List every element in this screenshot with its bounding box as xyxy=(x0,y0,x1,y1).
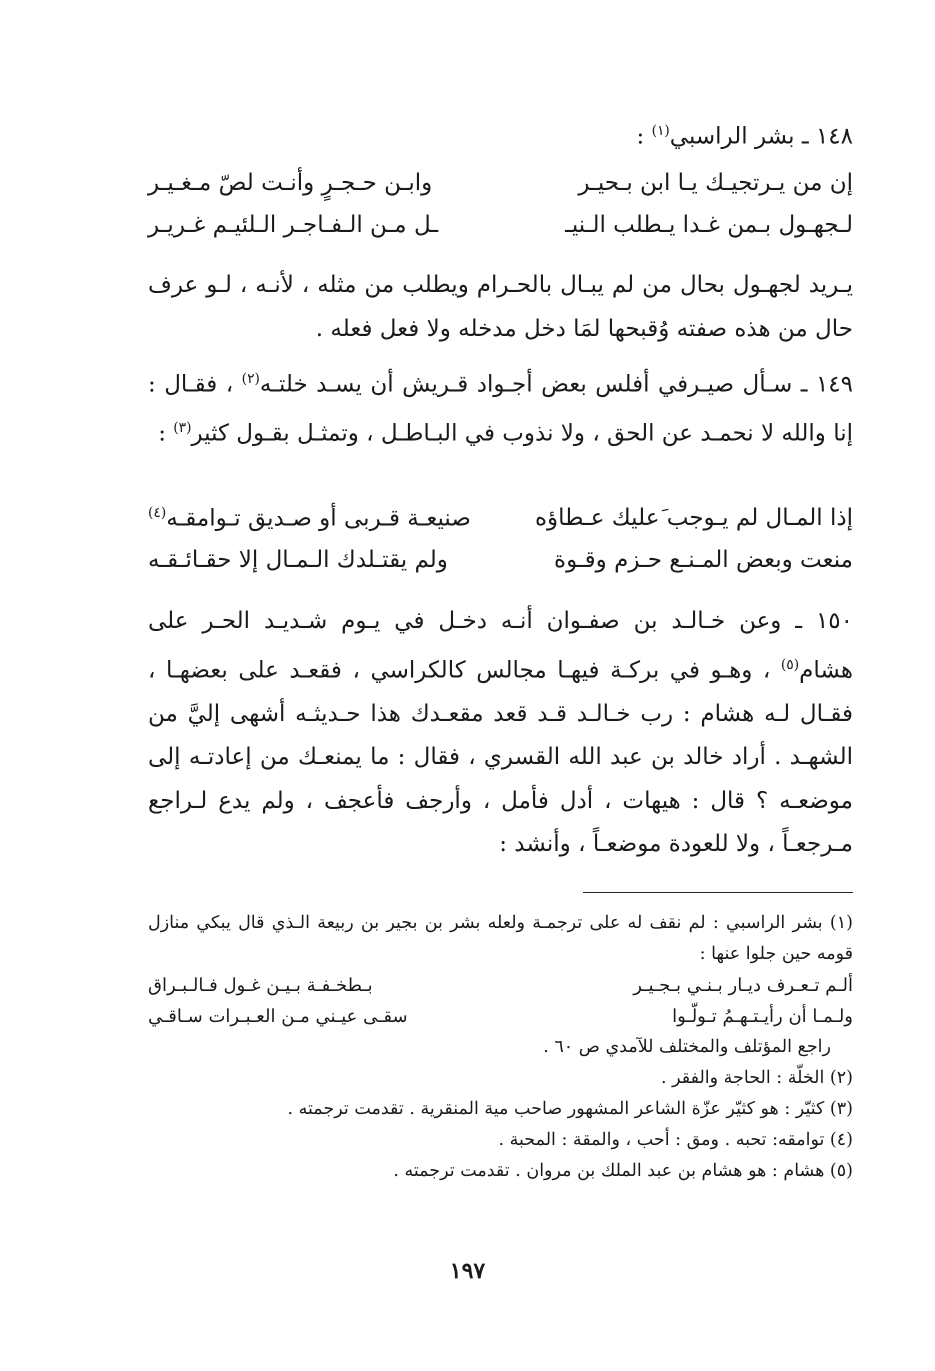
footnote-1-verse-2-first-hemistich: ولـمـا أن رأيـتـهـمُ تـولّـوا xyxy=(672,1006,853,1027)
footnote-ref-2: (٢) xyxy=(241,371,260,387)
footnote-separator xyxy=(583,892,853,893)
footnote-2: (٢) الخلّة : الحاجة والفقر . xyxy=(660,1068,853,1088)
footnote-1-source: راجع المؤتلف والمختلف للآمدي ص ٦٠ . xyxy=(543,1037,831,1057)
footnote-1-verse-1-second-hemistich: بـطخـفـة بـيـن غـول فـالـبـراق xyxy=(148,975,373,996)
entry-148-title: ١٤٨ ـ بشر الراسبي xyxy=(669,123,853,150)
footnote-5: (٥) هشام : هو هشام بن عبد الملك بن مروان . تقدمت ترجمته . xyxy=(393,1161,853,1181)
entry-150-text-b: ، وهـو في بركـة فيهـا مجالس كالكراسي ، فقعـد على بعضهـا ، فقـال لـه هشام : رب خـالـد قـد قعد مقعـدك هذا حـديثـه أشهى إليَّ من الشهـد . أراد خالد بن عبد الله القسري ، فقال : ما يمنعـك من إعادتـه إلى موضعـه ؟ قال : هيهات ، أدل فأمل ، وأرجف فأعجف ، ولم يدع لـراجع مـرجعـاً ، ولا للعودة موضعـاً ، وأنشد : xyxy=(148,657,853,858)
entry-148-colon: : xyxy=(636,123,652,150)
entry-149-paragraph xyxy=(148,358,853,456)
footnote-1-verse-2-second-hemistich: سقـى عيـني مـن العـبـرات سـاقـي xyxy=(148,1006,408,1027)
footnote-ref-1: (١) xyxy=(651,123,670,139)
verse-149-2 xyxy=(148,547,853,587)
footnote-1-verse-1-first-hemistich: ألـم تـعـرف ديـار بـنـي بـجـيـر xyxy=(633,975,853,996)
verse-148-1-second-hemistich: وابـن حـجـرٍ وأنـت لصّ مـغـيـر xyxy=(148,170,433,196)
verse-149-1-second-hemistich xyxy=(148,505,471,532)
verse-149-2-first-hemistich: منعت وبعض المـنـع حـزم وقـوة xyxy=(554,547,853,573)
verse-148-1-first-hemistich: إن من يـرتجيـك يـا ابن بـحيـر xyxy=(578,170,853,196)
page-number: ١٩٧ xyxy=(449,1258,486,1284)
verse-148-2-second-hemistich: ـل مـن الـفـاجـر الـلئيـم غـريـر xyxy=(148,212,439,238)
verse-148-1 xyxy=(148,170,853,210)
footnotes xyxy=(148,908,853,1187)
entry-149-text-a: ١٤٩ ـ سـأل صيـرفي أفلس بعض أجـواد قـريش أن يسـد خلتـه xyxy=(259,371,853,398)
footnote-1-verse-2 xyxy=(148,1001,853,1032)
footnote-3: (٣) كثيّر : هو كثيّر عزّة الشاعر المشهور صاحب مية المنقرية . تقدمت ترجمته . xyxy=(287,1099,853,1119)
verse-149-1-second-hemistich-text: صنيعـة قـربى أو صـديق تـوامقـه xyxy=(166,505,471,532)
verse-149-1-first-hemistich: إذا المـال لم يـوجب َعليك عـطاؤه xyxy=(534,505,853,531)
verse-148-2 xyxy=(148,212,853,252)
footnote-1: (١) بشر الراسبي : لم نقف له على ترجمـة ولعله بشر بن بجير بن ربيعة الـذي قال يبكي منازل قومه حين جلوا عنها : xyxy=(148,913,853,964)
verse-148-2-first-hemistich: لـجهـول بـمن غـدا يـطلب الـنيـ xyxy=(565,212,853,238)
entry-149-text-c: : xyxy=(158,420,174,447)
entry-149-text-b: ، فقـال : إنا والله لا نحمـد عن الحق ، ولا نذوب في البـاطـل ، وتمثـل بقـول كثير xyxy=(148,371,853,447)
verse-149-1 xyxy=(148,505,853,545)
entry-148-heading xyxy=(637,112,853,156)
entry-148-commentary: يـريد لجهـول بحال من لم يبـال بالحـرام ويطلب من مثله ، لأنـه ، لـو عرف حال من هذه صفته وُقبحها لمَا دخل مدخله ولا فعل فعله . xyxy=(148,272,853,342)
entry-150-text-a: ١٥٠ ـ وعن خـالـد بن صفـوان أنـه دخـل في يـوم شـديـد الحـر على هشام xyxy=(148,608,853,684)
entry-150-paragraph xyxy=(148,600,853,867)
footnote-1-verse-1 xyxy=(148,970,853,1001)
verse-149-2-second-hemistich: ولم يقتـلدك الـمـال إلا حقـائـقـه xyxy=(148,547,448,573)
footnote-ref-3: (٣) xyxy=(173,420,192,437)
footnote-4: (٤) توامقه: تحبه . ومق : أحب ، والمقة : المحبة . xyxy=(498,1130,853,1150)
footnote-ref-4: (٤) xyxy=(148,505,167,521)
footnote-ref-5: (٥) xyxy=(780,656,800,673)
